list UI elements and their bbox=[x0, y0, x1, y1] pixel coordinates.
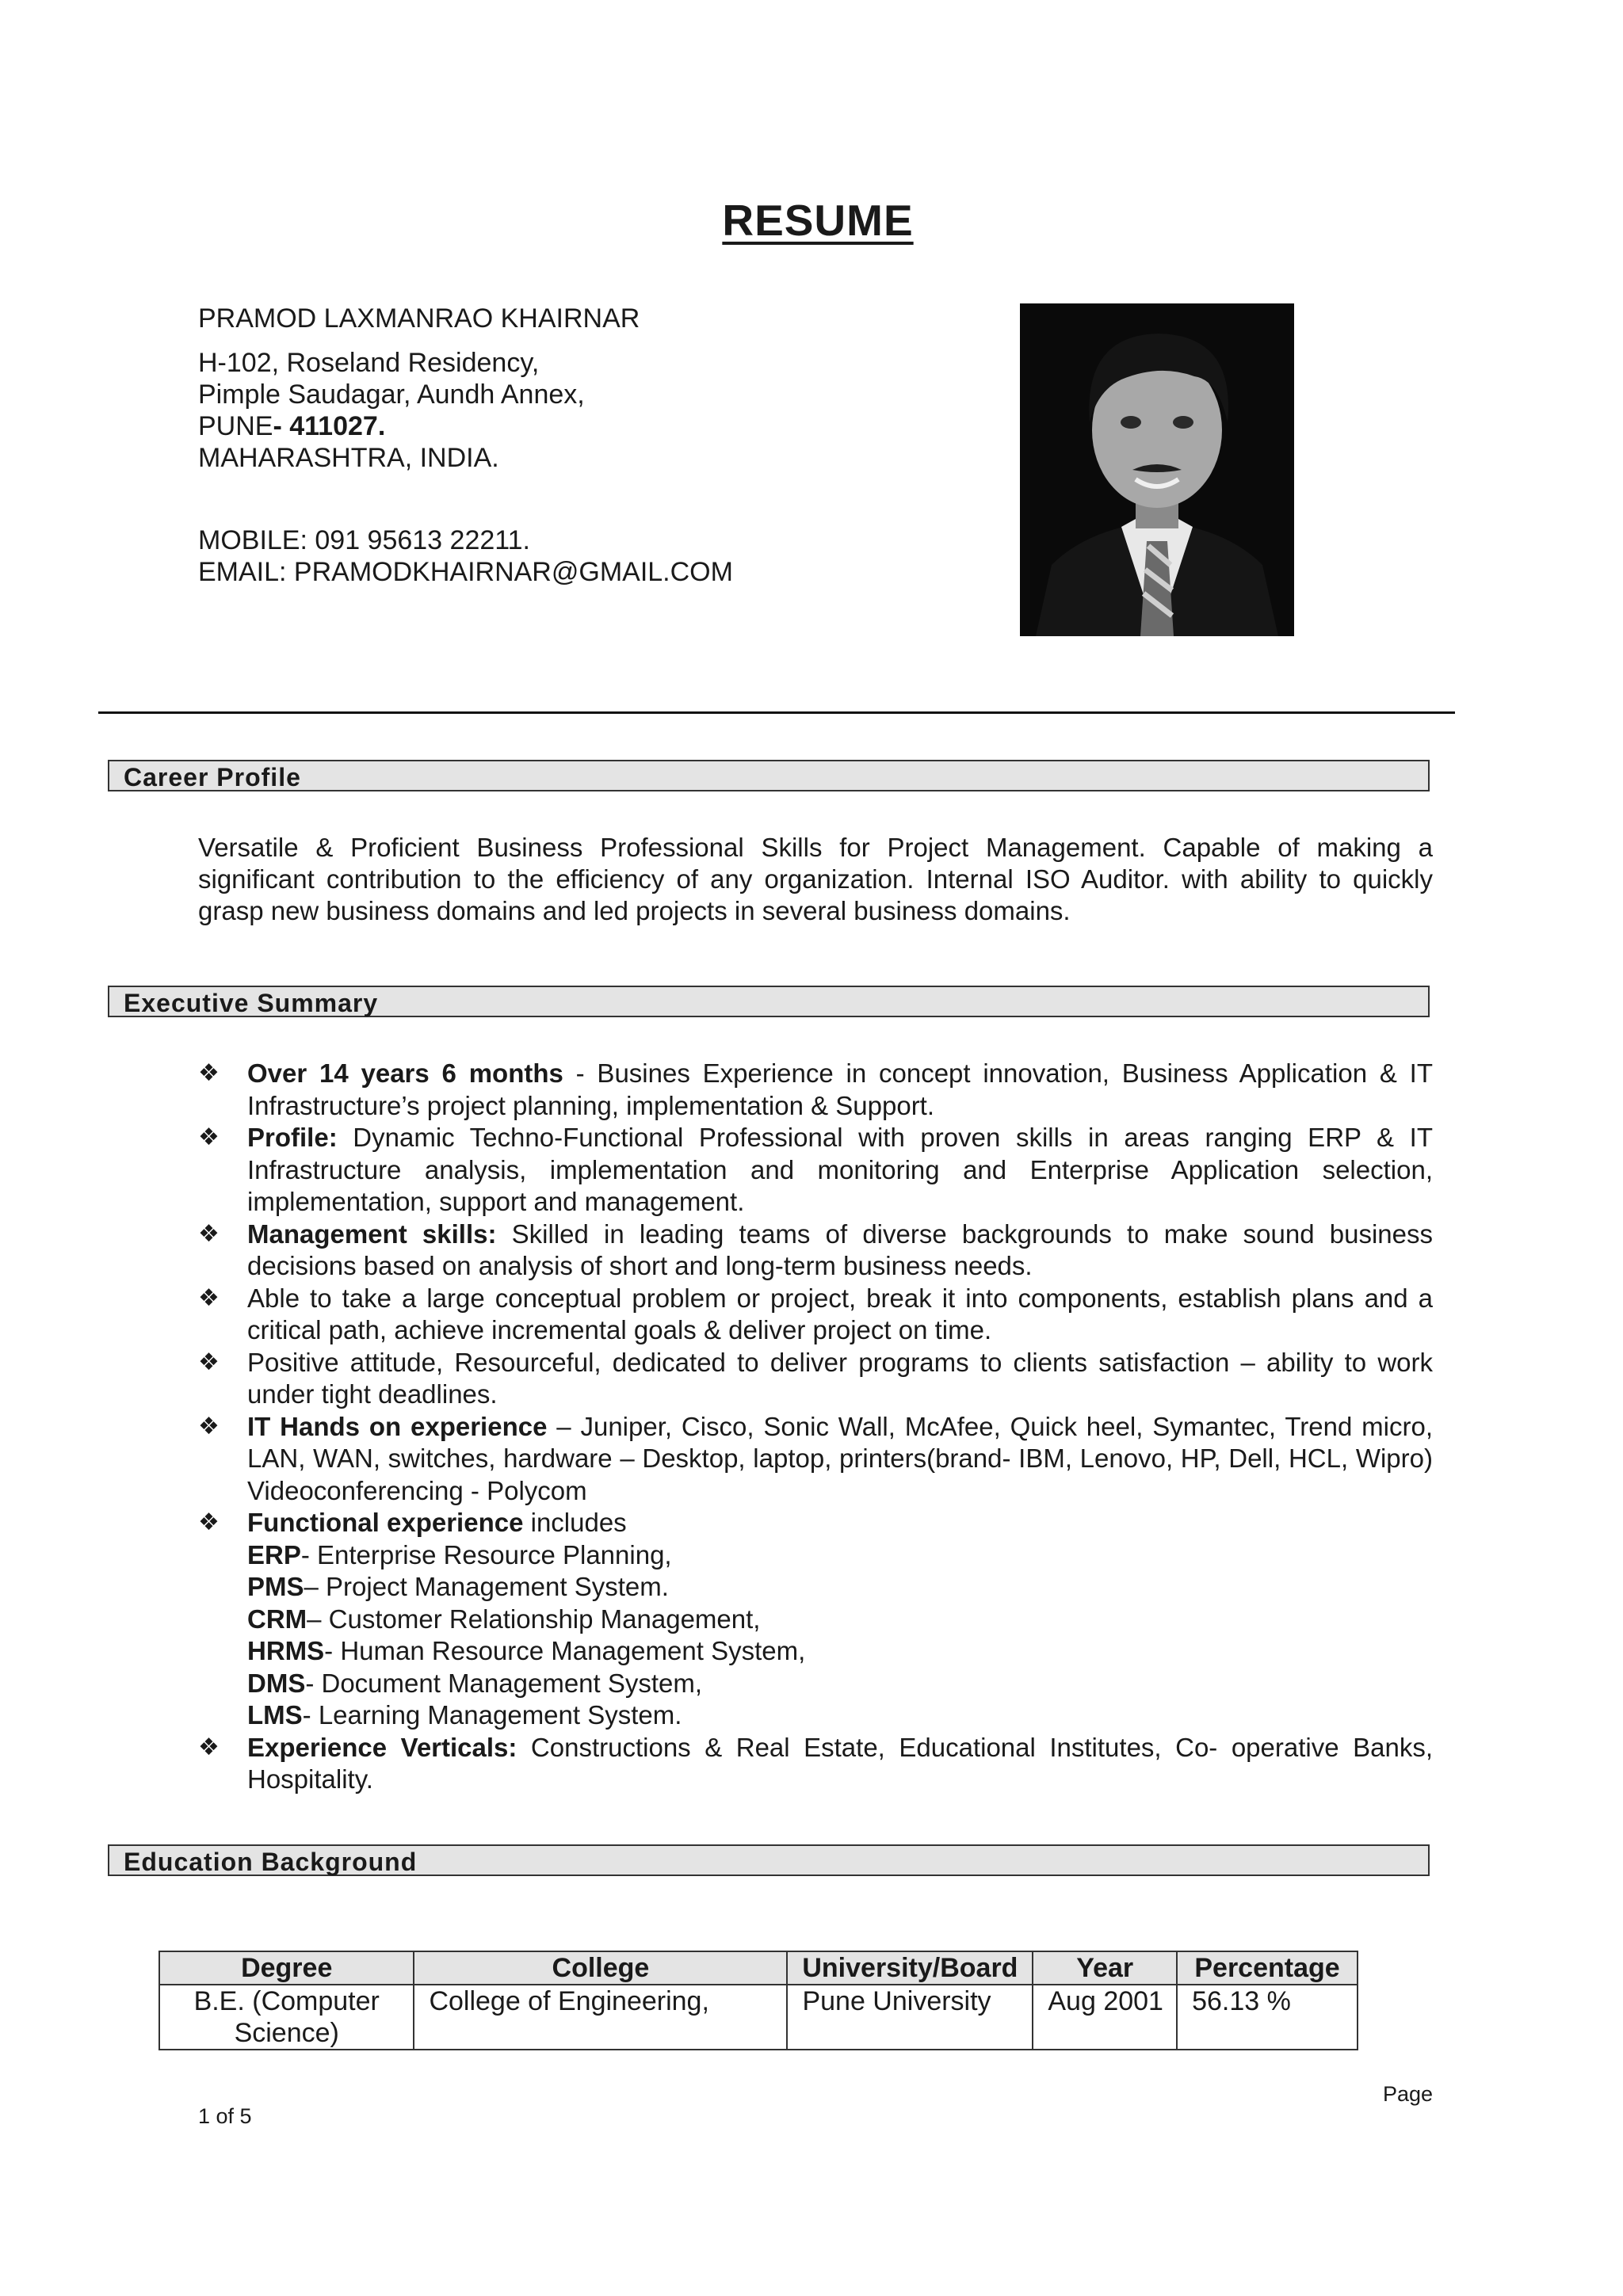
cell-degree: B.E. (Computer Science) bbox=[159, 1985, 414, 2050]
city: PUNE bbox=[198, 411, 273, 441]
cell-percentage: 56.13 % bbox=[1177, 1985, 1358, 2050]
list-item-verticals: ❖ Experience Verticals: Constructions & Real Estate, Educational Institutes, Co- operative Banks, Hospitality. bbox=[198, 1732, 1433, 1794]
list-item: ❖ IT Hands on experience – Juniper, Cisco, Sonic Wall, McAfee, Quick heel, Symantec, Trend micro, LAN, WAN, switches, hardware – Desktop, laptop, printers(brand- IBM, Lenovo, HP, Dell, HCL, Wipro) Videoconferencing - Polycom bbox=[198, 1411, 1433, 1505]
education-heading: Education Background bbox=[108, 1844, 1430, 1876]
diamond-bullet-icon: ❖ bbox=[198, 1509, 220, 1535]
education-table bbox=[158, 1951, 1358, 2050]
address-city bbox=[198, 410, 733, 442]
col-college: College bbox=[414, 1951, 787, 1985]
mobile: MOBILE: 091 95613 22211. bbox=[198, 525, 531, 555]
cell-college: College of Engineering, bbox=[414, 1985, 787, 2050]
header-divider bbox=[98, 711, 1455, 714]
contact-block bbox=[198, 303, 733, 588]
list-item: ❖ Profile: Dynamic Techno-Functional Professional with proven skills in areas ranging ERP & IT Infrastructure analysis, implementation and monitoring and Enterprise Application selection, implementation, support and management. bbox=[198, 1123, 1433, 1216]
list-item: ❖ Management skills: Skilled in leading teams of diverse backgrounds to make sound business decisions based on analysis of short and long-term business needs. bbox=[198, 1219, 1433, 1280]
functional-line: HRMS- Human Resource Management System, bbox=[247, 1636, 806, 1665]
footer-page-number: 1 of 5 bbox=[198, 2104, 252, 2128]
cell-university: Pune University bbox=[787, 1985, 1033, 2050]
career-profile-heading: Career Profile bbox=[108, 760, 1430, 791]
table-header-row bbox=[159, 1951, 1358, 1985]
executive-summary-heading: Executive Summary bbox=[108, 986, 1430, 1017]
diamond-bullet-icon: ❖ bbox=[198, 1124, 220, 1150]
list-item: ❖ Able to take a large conceptual problem or project, break it into components, establish plans and a critical path, achieve incremental goals & deliver project on time. bbox=[198, 1283, 1433, 1344]
col-percentage: Percentage bbox=[1177, 1951, 1358, 1985]
col-year: Year bbox=[1033, 1951, 1177, 1985]
functional-line: DMS- Document Management System, bbox=[247, 1668, 703, 1698]
diamond-bullet-icon: ❖ bbox=[198, 1413, 220, 1440]
email: EMAIL: PRAMODKHAIRNAR@GMAIL.COM bbox=[198, 557, 733, 587]
footer-page-label: Page bbox=[1383, 2082, 1434, 2106]
functional-line: LMS- Learning Management System. bbox=[247, 1700, 682, 1730]
profile-photo bbox=[1020, 303, 1294, 636]
diamond-bullet-icon: ❖ bbox=[198, 1220, 220, 1247]
diamond-bullet-icon: ❖ bbox=[198, 1060, 220, 1086]
diamond-bullet-icon: ❖ bbox=[198, 1733, 220, 1760]
list-item: ❖ Positive attitude, Resourceful, dedicated to deliver programs to clients satisfaction – ability to work under tight deadlines. bbox=[198, 1347, 1433, 1409]
cell-year: Aug 2001 bbox=[1033, 1985, 1177, 2050]
page-title: RESUME bbox=[722, 196, 914, 245]
functional-line: CRM– Customer Relationship Management, bbox=[247, 1604, 761, 1634]
address-state: MAHARASHTRA, INDIA. bbox=[198, 443, 499, 473]
executive-summary-list bbox=[198, 1058, 1433, 1796]
functional-line: ERP- Enterprise Resource Planning, bbox=[247, 1539, 672, 1569]
address-line-1: H-102, Roseland Residency, bbox=[198, 348, 540, 378]
list-item: ❖ Over 14 years 6 months - Busines Experience in concept innovation, Business Application & IT Infrastructure’s project planning, implementation & Support. bbox=[198, 1058, 1433, 1120]
diamond-bullet-icon: ❖ bbox=[198, 1348, 220, 1375]
pin-code: - 411027. bbox=[273, 411, 386, 441]
list-item-functional: ❖ Functional experience includes ERP- Enterprise Resource Planning, PMS– Project Management System. CRM– Customer Relationship Management, HRMS- Human Resource Management System, DMS- Document Management System, LMS- Learning Management System. bbox=[198, 1507, 1433, 1732]
col-university: University/Board bbox=[787, 1951, 1033, 1985]
col-degree: Degree bbox=[159, 1951, 414, 1985]
diamond-bullet-icon: ❖ bbox=[198, 1284, 220, 1311]
functional-line: PMS– Project Management System. bbox=[247, 1572, 669, 1601]
candidate-name: PRAMOD LAXMANRAO KHAIRNAR bbox=[198, 303, 640, 334]
career-profile-text: Versatile & Proficient Business Professional Skills for Project Management. Capable of making a significant contribution to the efficiency of any organization. Internal ISO Auditor. with ability to quickly grasp new business domains and led projects in several business domains. bbox=[198, 833, 1433, 925]
portrait-illustration bbox=[1020, 303, 1294, 636]
table-row bbox=[159, 1985, 1358, 2050]
address-line-2: Pimple Saudagar, Aundh Annex, bbox=[198, 379, 585, 410]
